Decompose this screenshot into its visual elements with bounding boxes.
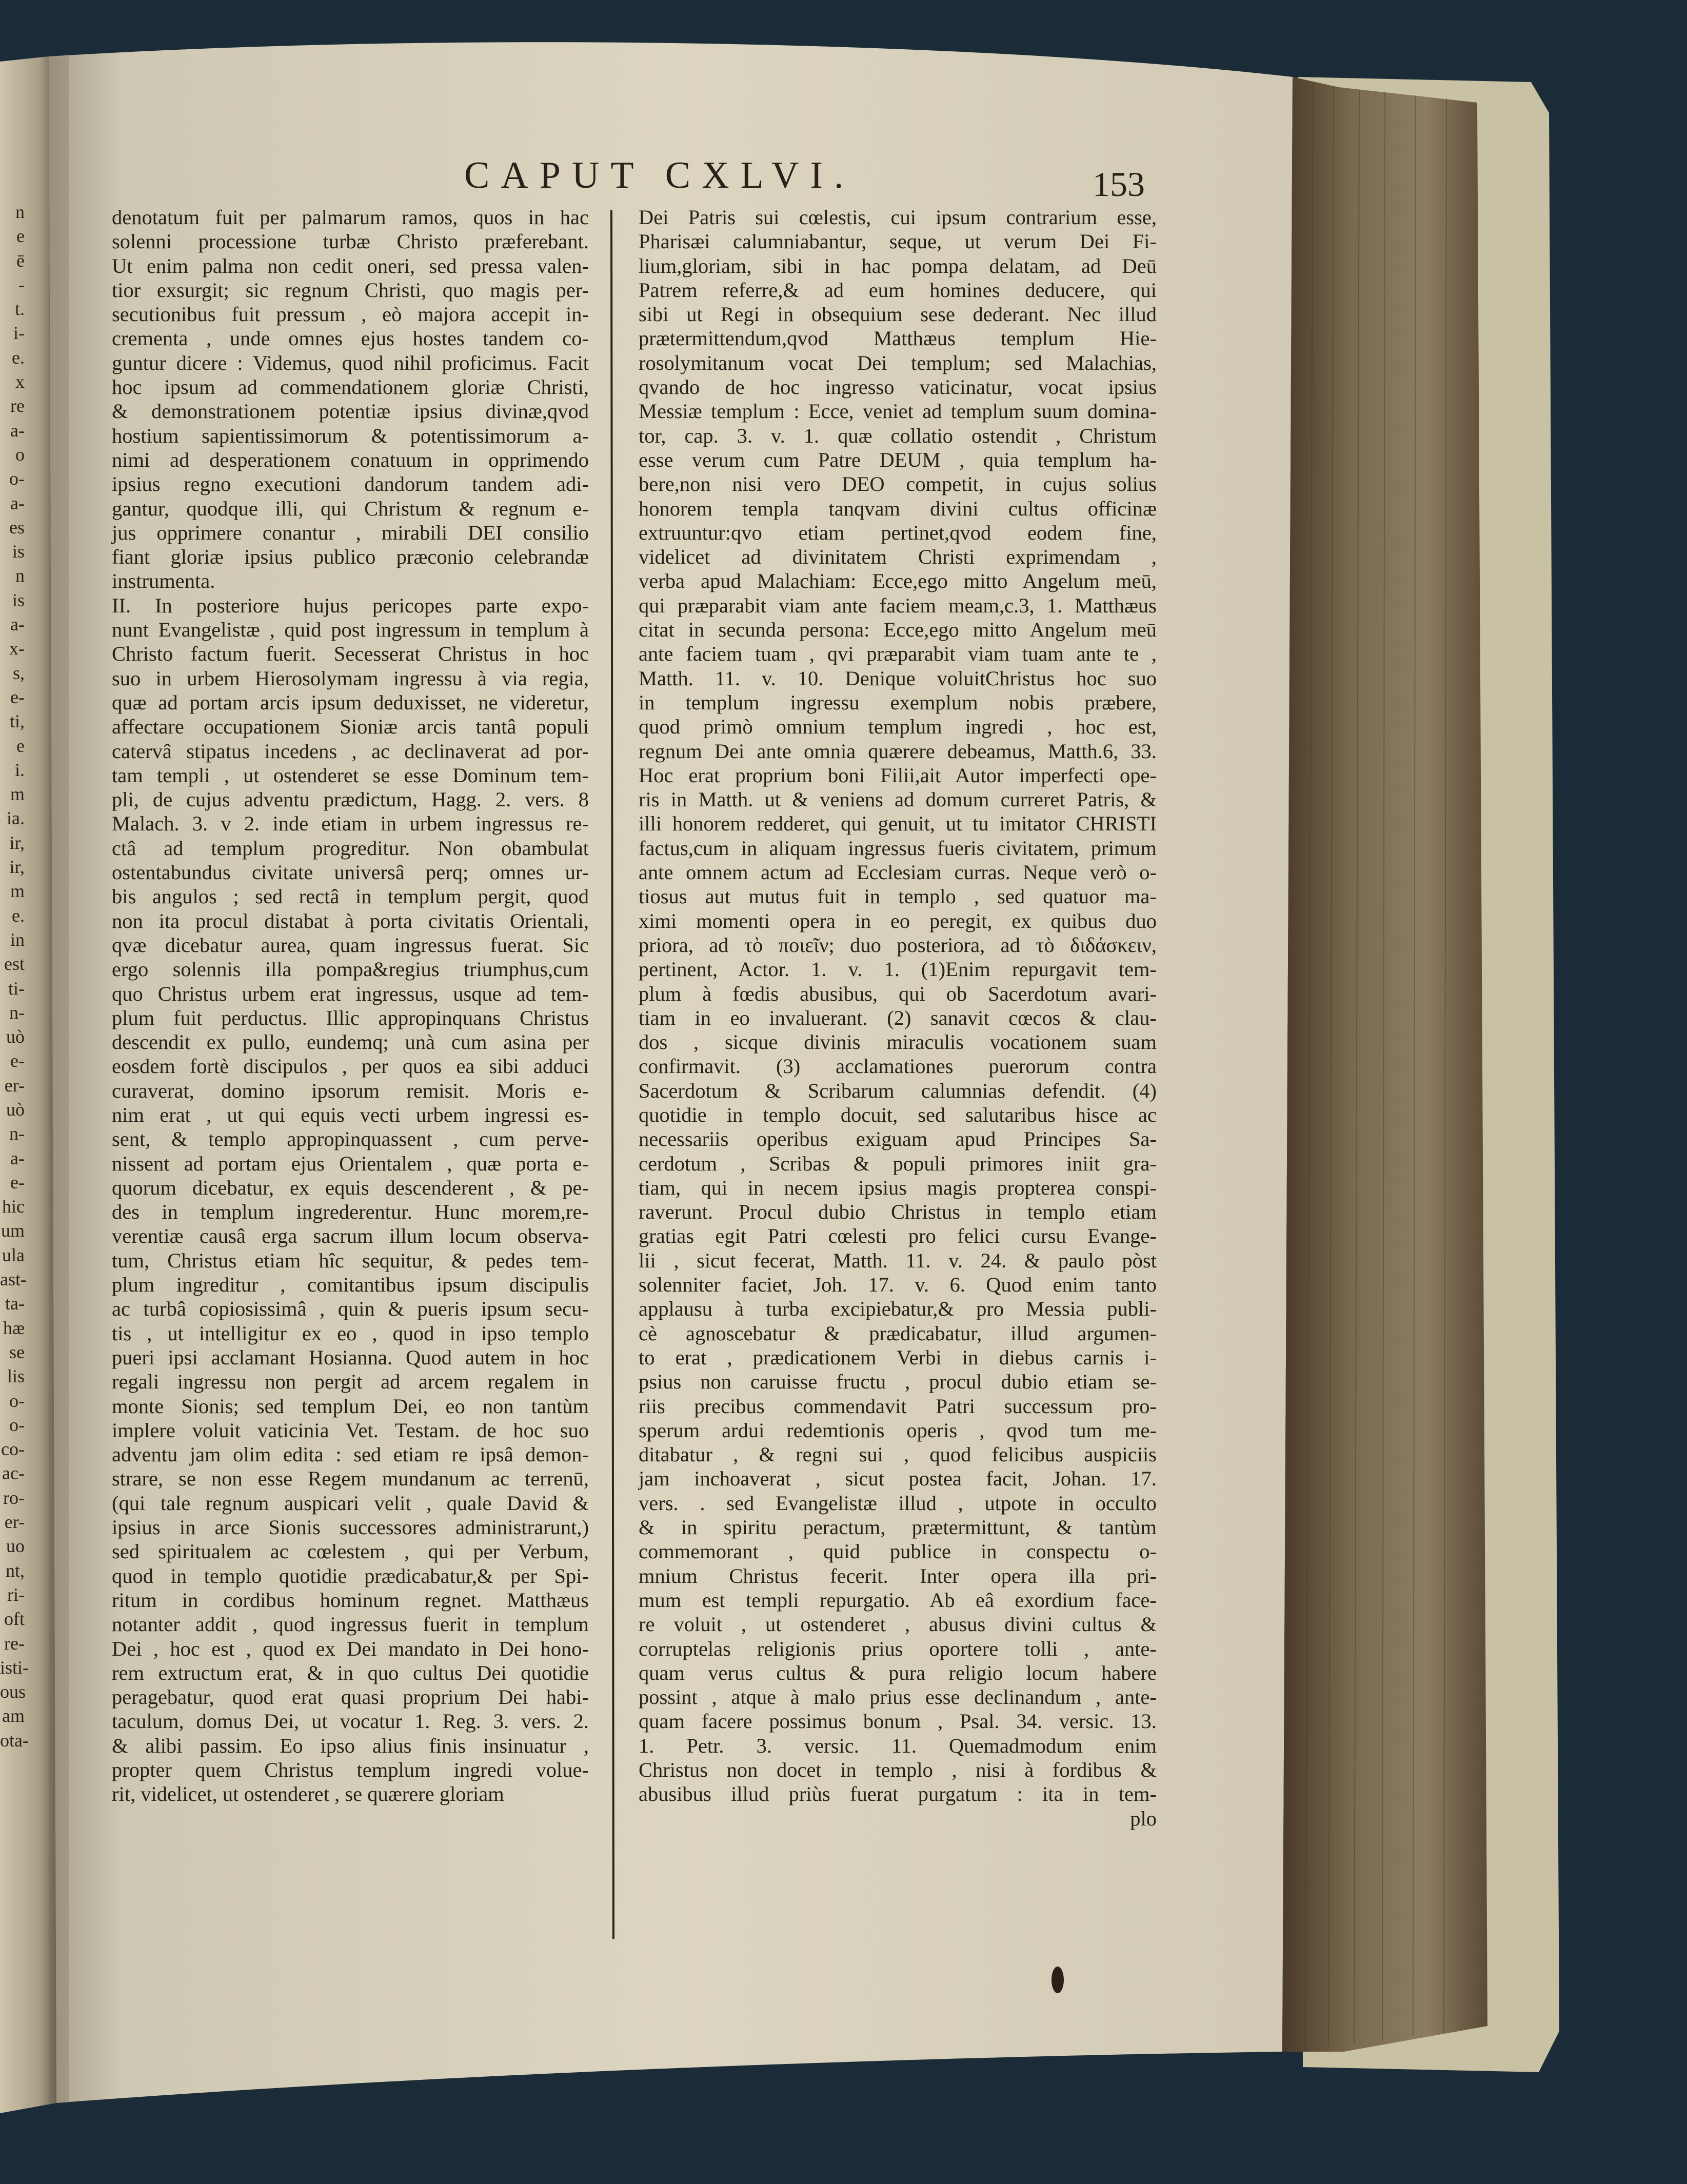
text-column-right bbox=[639, 205, 1157, 1831]
text-line: des in templum ingrederentur. Hunc morem,re- bbox=[112, 1200, 589, 1224]
margin-fragment: ous bbox=[0, 1681, 26, 1702]
text-line: plum ingreditur , comitantibus ipsum discipulis bbox=[112, 1273, 589, 1297]
text-line: bere,non nisi vero DEO competit, in cujus solius bbox=[639, 472, 1157, 496]
margin-fragment: ē bbox=[16, 250, 25, 271]
running-header-title: CAPUT CXLVI. bbox=[464, 154, 855, 196]
text-line: gratias egit Patri cœlesti pro felici cursu Evange- bbox=[639, 1224, 1157, 1248]
text-line: Dei Patris sui cœlestis, cui ipsum contrarium esse, bbox=[639, 206, 1157, 229]
text-line: tior exsurgit; sic regnum Christi, quo magis per- bbox=[112, 278, 589, 302]
text-line: monte Sionis; sed templum Dei, eo non tantùm bbox=[112, 1394, 589, 1418]
margin-fragment: uò bbox=[6, 1099, 25, 1120]
text-line: II. In posteriore hujus pericopes parte expo- bbox=[112, 593, 589, 617]
margin-fragment: isti- bbox=[0, 1657, 29, 1678]
text-line: raverunt. Procul dubio Christus in templo etiam bbox=[639, 1200, 1157, 1224]
text-line: ac turbâ copiosissimâ , quin & pueris ipsum secu- bbox=[112, 1297, 589, 1321]
text-line: taculum, domus Dei, ut vocatur 1. Reg. 3. vers. 2. bbox=[112, 1710, 589, 1733]
text-line: dos , sicque divinis miraculis vocationem suam bbox=[639, 1030, 1157, 1054]
text-line: prætermittendum,qvod Matthæus templum Hie- bbox=[639, 327, 1157, 350]
margin-fragment: e- bbox=[10, 1172, 25, 1193]
text-line: riis precibus commendavit Patri successum pro- bbox=[639, 1394, 1157, 1418]
text-line: jam inchoaverat , sicut postea facit, Johan. 17. bbox=[639, 1467, 1157, 1491]
text-line: notanter addit , quod ingressus fuerit in templum bbox=[112, 1613, 589, 1636]
margin-fragment: m bbox=[10, 784, 25, 805]
text-line: mum est templi repurgatio. Ab eâ exordium face- bbox=[639, 1588, 1157, 1612]
text-line: gantur, quodque illi, qui Christum & regnum e- bbox=[112, 497, 589, 520]
margin-fragment: e- bbox=[10, 686, 25, 707]
margin-fragment: se bbox=[9, 1341, 25, 1362]
margin-fragment: i- bbox=[13, 323, 25, 344]
margin-fragment: ti, bbox=[9, 711, 25, 732]
text-line: rem extructum erat, & in quo cultus Dei quotidie bbox=[112, 1661, 589, 1684]
text-line: sed spiritualem ac cœlestem , qui per Verbum, bbox=[112, 1540, 589, 1563]
margin-fragment: in bbox=[10, 929, 25, 950]
margin-fragment: re bbox=[10, 395, 25, 416]
margin-fragment: re- bbox=[4, 1633, 25, 1654]
text-line: rosolymitanum vocat Dei templum; sed Malachias, bbox=[639, 351, 1157, 374]
margin-fragment: a- bbox=[10, 614, 25, 635]
text-line: Messiæ templum : Ecce, veniet ad templum suum domina- bbox=[639, 400, 1157, 423]
text-line: quam facere possimus bonum , Psal. 34. versic. 13. bbox=[639, 1710, 1157, 1733]
text-line: plo bbox=[1130, 1806, 1157, 1830]
text-line: videlicet ad divinitatem Christi exprimendam , bbox=[639, 545, 1157, 569]
text-line: non ita procul distabat à porta civitatis Orientali, bbox=[112, 909, 589, 932]
text-line: ante omnem actum ad Ecclesiam curras. Neque verò o- bbox=[639, 861, 1157, 884]
text-line: lium,gloriam, sibi in hac pompa delatam, ad Deū bbox=[639, 254, 1157, 277]
text-line: lii , sicut fecerat, Matth. 11. v. 24. & paulo pòst bbox=[639, 1248, 1157, 1272]
text-line: citat in secunda persona: Ecce,ego mitto Angelum meū bbox=[639, 618, 1157, 642]
margin-fragment: n- bbox=[9, 1002, 25, 1023]
text-line: sperum ardui redemtionis operis , qvod tum me- bbox=[639, 1418, 1157, 1442]
text-line: tis , ut intelligitur ex eo , quod in ipso templo bbox=[112, 1321, 589, 1345]
margin-fragment: ti- bbox=[8, 978, 25, 999]
margin-fragment: a- bbox=[10, 492, 25, 513]
margin-fragment: um bbox=[1, 1220, 25, 1241]
text-line: applausu à turba excipiebatur,& pro Messia publi- bbox=[639, 1297, 1157, 1321]
margin-fragment: ta- bbox=[5, 1293, 25, 1314]
text-line: quod in templo quotidie prædicabatur,& per Spi- bbox=[112, 1564, 589, 1587]
margin-fragment: n bbox=[15, 565, 25, 586]
text-line: in templum ingressu exemplum nobis præbere, bbox=[639, 690, 1157, 714]
text-line: confirmavit. (3) acclamationes puerorum contra bbox=[639, 1055, 1157, 1078]
text-line: ditabatur , & regni sui , quod felicibus auspiciis bbox=[639, 1443, 1157, 1466]
text-line: affectare occupationem Sioniæ arcis tantâ populi bbox=[112, 715, 589, 739]
text-line: nimi ad desperationem conatuum in opprimendo bbox=[112, 448, 589, 471]
margin-fragment: t. bbox=[14, 299, 25, 320]
text-line: ostentabundus civitate universâ perq; omnes ur- bbox=[112, 861, 589, 884]
margin-fragment: nt, bbox=[5, 1560, 25, 1581]
text-line: Malach. 3. v 2. inde etiam in urbem ingressus re- bbox=[112, 812, 589, 836]
margin-fragment: hæ bbox=[3, 1317, 25, 1338]
text-line: illi honorem redderet, qui genuit, ut tu imitator CHRISTI bbox=[639, 812, 1157, 836]
margin-fragment: ir, bbox=[9, 857, 25, 878]
text-line: ctâ ad templum progreditur. Non obambulat bbox=[112, 836, 589, 860]
text-line: Patrem referre,& ad eum homines deducere, qui bbox=[639, 278, 1157, 302]
margin-fragment: x bbox=[15, 371, 25, 392]
text-line: ritum in cordibus hominum regnet. Matthæus bbox=[112, 1588, 589, 1612]
text-line: pli, de cujus adventu prædictum, Hagg. 2. vers. 8 bbox=[112, 788, 589, 811]
text-line: tiam in eo invaluerant. (2) sanavit cœcos & clau- bbox=[639, 1006, 1157, 1029]
margin-fragment: is bbox=[12, 589, 25, 610]
text-line: sibi ut Regi in obsequium sese dederant. Nec illud bbox=[639, 303, 1157, 326]
text-line: rit, videlicet, ut ostenderet , se quærere gloriam bbox=[112, 1782, 504, 1806]
text-line: secutionibus fuit pressum , eò majora accepit in- bbox=[112, 303, 589, 326]
margin-fragment: x- bbox=[9, 638, 25, 659]
text-line: nunt Evangelistæ , quid post ingressum in templum à bbox=[112, 618, 589, 642]
page-number: 153 bbox=[1093, 165, 1145, 204]
text-line: Christo factum fuerit. Secesserat Christus in hoc bbox=[112, 642, 589, 666]
margin-fragment: is bbox=[12, 541, 25, 562]
text-line: verentiæ causâ erga sacrum illum locum observa- bbox=[112, 1224, 589, 1248]
text-column-left bbox=[112, 205, 589, 1806]
margin-fragment: n- bbox=[9, 1123, 25, 1144]
margin-fragment: er- bbox=[4, 1512, 25, 1533]
margin-fragment: er- bbox=[4, 1075, 25, 1096]
text-line: implere voluit vaticinia Vet. Testam. de hoc suo bbox=[112, 1418, 589, 1442]
text-line: Hoc erat proprium boni Filii,ait Autor imperfecti ope- bbox=[639, 763, 1157, 787]
text-line: priora, ad τὸ ποιεῖν; duo posteriora, ad τὸ διδάσκειν, bbox=[639, 933, 1157, 957]
text-line: regali ingressu non pergit ad arcem regalem in bbox=[112, 1370, 589, 1394]
margin-fragment: ac- bbox=[2, 1463, 25, 1484]
margin-fragment: s, bbox=[12, 662, 25, 683]
text-line: ris in Matth. ut & veniens ad domum curreret Patris, & bbox=[639, 788, 1157, 811]
margin-fragment: e bbox=[16, 735, 25, 756]
text-line: re voluit , ut ostenderet , abusus divini cultus & bbox=[639, 1613, 1157, 1636]
text-line: 1. Petr. 3. versic. 11. Quemadmodum enim bbox=[639, 1734, 1157, 1757]
text-line: & alibi passim. Eo ipso alius finis insinuatur , bbox=[112, 1734, 589, 1757]
margin-fragment: ast- bbox=[0, 1269, 27, 1290]
text-line: regnum Dei ante omnia quærere debeamus, Matth.6, 33. bbox=[639, 739, 1157, 763]
text-line: factus,cum in aliquam ingressus fueris civitatem, primum bbox=[639, 836, 1157, 860]
text-line: psius non caruisse fructu , procul dubio etiam se- bbox=[639, 1370, 1157, 1394]
text-line: jus opprimere conantur , mirabili DEI consilio bbox=[112, 521, 589, 544]
text-line: plum fuit perductus. Illic appropinquans Christus bbox=[112, 1006, 589, 1029]
text-line: eosdem fortè discipulos , per quos ea sibi adduci bbox=[112, 1055, 589, 1078]
text-line: hostium sapientissimorum & potentissimorum a- bbox=[112, 424, 589, 447]
margin-fragment: ir, bbox=[9, 832, 25, 853]
margin-fragment: ri- bbox=[7, 1584, 25, 1605]
left-page-margin-text bbox=[0, 200, 29, 1753]
text-line: qvando de hoc ingresso vaticinatur, vocat ipsius bbox=[639, 375, 1157, 399]
margin-fragment: lis bbox=[7, 1366, 25, 1387]
text-line: quod primò omnium templum ingredi , hoc est, bbox=[639, 715, 1157, 739]
text-line: quotidie in templo docuit, sed salutaribus hisce ac bbox=[639, 1103, 1157, 1126]
margin-fragment: ro- bbox=[3, 1487, 25, 1508]
text-line: denotatum fuit per palmarum ramos, quos in hac bbox=[112, 206, 589, 229]
text-line: & in spiritu peractum, prætermittunt, & tantùm bbox=[639, 1516, 1157, 1539]
margin-fragment: e. bbox=[12, 347, 25, 368]
text-line: instrumenta. bbox=[112, 569, 215, 593]
text-line: verba apud Malachiam: Ecce,ego mitto Angelum meū, bbox=[639, 569, 1157, 593]
text-line: ergo solennis illa pompa&regius triumphus,cum bbox=[112, 958, 589, 981]
text-line: qui præparabit viam ante faciem meam,c.3, 1. Matthæus bbox=[639, 593, 1157, 617]
text-line: strare, se non esse Regem mundanum ac terrenū, bbox=[112, 1467, 589, 1491]
margin-fragment: hic bbox=[2, 1196, 25, 1217]
text-line: quæ ad portam arcis ipsum deduxisset, ne videretur, bbox=[112, 690, 589, 714]
text-line: nim erat , ut qui equis vecti urbem ingressi es- bbox=[112, 1103, 589, 1126]
text-line: ipsius regno executioni dandorum tandem adi- bbox=[112, 472, 589, 496]
text-line: nissent ad portam ejus Orientalem , quæ porta e- bbox=[112, 1151, 589, 1175]
text-line: cerdotum , Scribas & populi primores iniit gra- bbox=[639, 1151, 1157, 1175]
margin-fragment: a- bbox=[10, 1147, 25, 1168]
text-line: hoc ipsum ad commendationem gloriæ Christi, bbox=[112, 375, 589, 399]
text-line: esse verum cum Patre DEUM , quia templum ha- bbox=[639, 448, 1157, 471]
margin-fragment: oft bbox=[4, 1609, 25, 1630]
text-line: pertinent, Actor. 1. v. 1. (1)Enim repurgavit tem- bbox=[639, 958, 1157, 981]
text-line: suo in urbem Hierosolymam ingressu à via regia, bbox=[112, 666, 589, 690]
text-line: abusibus illud priùs fuerat purgatum : ita in tem- bbox=[639, 1782, 1157, 1806]
text-line: ante faciem tuam , qvi præparabit viam tuam ante te , bbox=[639, 642, 1157, 666]
margin-fragment: e- bbox=[10, 1050, 25, 1071]
text-line: crementa , unde omnes ejus hostes tandem co- bbox=[112, 327, 589, 350]
text-line: necessariis operibus exiguam apud Principes Sa- bbox=[639, 1127, 1157, 1151]
text-line: vers. . sed Evangelistæ illud , utpote in occulto bbox=[639, 1491, 1157, 1515]
text-line: honorem templa tanqvam divini cultus officinæ bbox=[639, 497, 1157, 520]
text-line: descendit ex pullo, eundemq; unà cum asina per bbox=[112, 1030, 589, 1054]
margin-fragment: a- bbox=[10, 420, 25, 441]
text-line: propter quem Christus templum ingredi volue- bbox=[112, 1758, 589, 1781]
margin-fragment: o- bbox=[9, 468, 25, 489]
margin-fragment: uo bbox=[6, 1536, 25, 1557]
margin-fragment: i. bbox=[14, 759, 25, 780]
text-line: solenni processione turbæ Christo præferebant. bbox=[112, 230, 589, 253]
text-line: Ut enim palma non cedit oneri, sed pressa valen- bbox=[112, 254, 589, 277]
margin-fragment: o bbox=[15, 444, 25, 465]
margin-fragment: e. bbox=[12, 905, 25, 926]
text-line: catervâ stipatus incedens , ac declinaverat ad por- bbox=[112, 739, 589, 763]
text-line: to erat , prædicationem Verbi in diebus carnis i- bbox=[639, 1345, 1157, 1369]
text-line: Christus non docet in templo , nisi à fordibus & bbox=[639, 1758, 1157, 1781]
text-line: qvæ dicebatur aurea, quam ingressus fuerat. Sic bbox=[112, 933, 589, 957]
text-line: (qui tale regnum auspicari velit , quale David & bbox=[112, 1491, 589, 1515]
margin-fragment: ia. bbox=[7, 808, 25, 829]
margin-fragment: ula bbox=[2, 1244, 25, 1265]
text-line: tam templi , ut ostenderet se esse Dominum tem- bbox=[112, 763, 589, 787]
text-line: & demonstrationem potentiæ ipsius divinæ,qvod bbox=[112, 400, 589, 423]
margin-fragment: uò bbox=[6, 1026, 25, 1047]
margin-fragment: m bbox=[10, 881, 25, 902]
text-line: pueri ipsi acclamant Hosianna. Quod autem in hoc bbox=[112, 1345, 589, 1369]
text-line: bis angulos ; sed rectâ in templum pergit, quod bbox=[112, 885, 589, 908]
margin-fragment: o- bbox=[9, 1414, 25, 1435]
text-line: quorum dicebatur, ex equis descenderent , & pe- bbox=[112, 1176, 589, 1199]
gutter-shadow bbox=[49, 56, 69, 2103]
text-line: mnium Christus fecerit. Inter opera illa pri- bbox=[639, 1564, 1157, 1587]
text-line: curaverat, domino ipsorum remisit. Moris e- bbox=[112, 1079, 589, 1102]
margin-fragment: - bbox=[18, 274, 25, 295]
margin-fragment: n bbox=[15, 202, 25, 222]
text-line: peragebatur, quod erat quasi proprium Dei habi- bbox=[112, 1685, 589, 1709]
margin-fragment: es bbox=[9, 517, 25, 538]
text-line: commemorant , quid publice in conspectu o- bbox=[639, 1540, 1157, 1563]
text-line: quo Christus urbem erat ingressus, usque ad tem- bbox=[112, 982, 589, 1005]
text-line: Dei , hoc est , quod ex Dei mandato in Dei hono- bbox=[112, 1637, 589, 1660]
text-line: tor, cap. 3. v. 1. quæ collatio ostendit , Christum bbox=[639, 424, 1157, 447]
margin-fragment: e bbox=[16, 226, 25, 247]
text-line: tiosus aut mutus fuit in templo , sed quatuor ma- bbox=[639, 885, 1157, 908]
text-line: tum, Christus etiam hîc sequitur, & pedes tem- bbox=[112, 1248, 589, 1272]
text-line: quam verus cultus & pura religio locum habere bbox=[639, 1661, 1157, 1684]
text-line: ximi momenti opera in eo peregit, ex quibus duo bbox=[639, 909, 1157, 932]
ink-blot bbox=[1051, 1967, 1064, 1993]
margin-fragment: am bbox=[2, 1705, 25, 1726]
text-line: corruptelas religionis prius oportere tolli , ante- bbox=[639, 1637, 1157, 1660]
text-line: ipsius in arce Sionis successores administrarunt,) bbox=[112, 1516, 589, 1539]
text-line: solenniter faciet, Joh. 17. v. 6. Quod enim tanto bbox=[639, 1273, 1157, 1297]
text-line: adventu jam olim edita : sed etiam re ipsâ demon- bbox=[112, 1443, 589, 1466]
text-line: tiam, qui in necem ipsius magis propterea conspi- bbox=[639, 1176, 1157, 1199]
text-line: guntur dicere : Videmus, quod nihil proficimus. Facit bbox=[112, 351, 589, 374]
text-line: sent, & templo appropinquassent , cum perve- bbox=[112, 1127, 589, 1151]
text-line: extruuntur:qvo etiam pertinet,qvod eodem fine, bbox=[639, 521, 1157, 544]
text-line: plum à fœdis abusibus, qui ob Sacerdotum avari- bbox=[639, 982, 1157, 1005]
text-line: Sacerdotum & Scribarum calumnias defendit. (4) bbox=[639, 1079, 1157, 1102]
margin-fragment: o- bbox=[9, 1390, 25, 1411]
margin-fragment: est bbox=[4, 954, 25, 975]
text-line: cè agnoscebatur & prædicabatur, illud argumen- bbox=[639, 1321, 1157, 1345]
margin-fragment: co- bbox=[1, 1439, 25, 1460]
text-line: Matth. 11. v. 10. Denique voluitChristus hoc suo bbox=[639, 666, 1157, 690]
text-line: fiant gloriæ ipsius publico præconio celebrandæ bbox=[112, 545, 589, 569]
text-line: possint , atque à malo prius esse declinandum , ante- bbox=[639, 1685, 1157, 1709]
text-line: Pharisæi calumniabantur, seque, ut verum Dei Fi- bbox=[639, 230, 1157, 253]
margin-fragment: ota- bbox=[0, 1730, 29, 1751]
